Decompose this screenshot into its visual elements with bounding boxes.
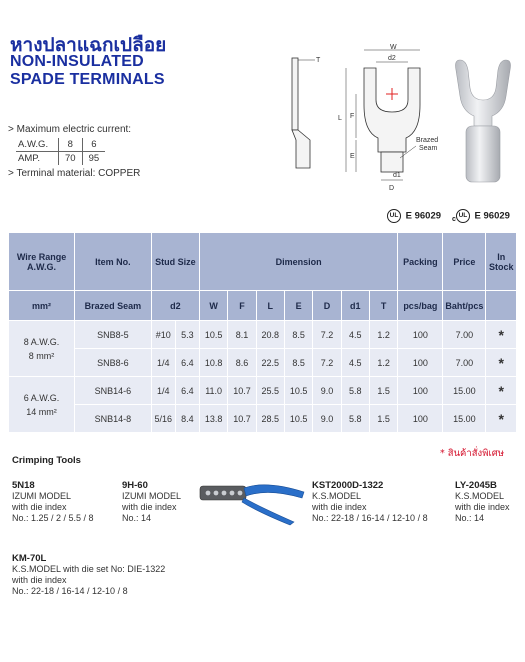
tool-line: K.S.MODEL with die set No: DIE-1322 (12, 564, 166, 574)
table-row (9, 349, 517, 377)
table-row (9, 405, 517, 433)
header-packing: Packing (398, 233, 443, 291)
ul-certification (387, 209, 441, 223)
dim-label-w: W (390, 44, 397, 51)
e-cell: 8.5 (284, 321, 312, 349)
in-stock-star: * (486, 349, 517, 377)
cul-certification (452, 209, 510, 223)
header-stud-size: Stud Size (151, 233, 199, 291)
spec-table (8, 232, 517, 433)
cul-prefix: c (452, 216, 456, 223)
stud-cell: #10 (151, 321, 175, 349)
subheader-w: W (199, 291, 227, 321)
w-cell: 10.8 (199, 349, 227, 377)
side-view (292, 58, 310, 168)
current-table (16, 138, 105, 165)
front-view (364, 68, 420, 172)
terminal-diagram (280, 40, 450, 200)
wire-mm2: 8 mm² (28, 350, 55, 361)
title-english-line1: NON-INSULATED (10, 53, 144, 70)
seam-label: Seam (419, 145, 438, 152)
item-cell: SNB8-6 (75, 349, 152, 377)
in-stock-star: * (486, 405, 517, 433)
tool-name: 5N18 (12, 480, 35, 491)
subheader-blank (486, 291, 517, 321)
item-cell: SNB14-8 (75, 405, 152, 433)
w-cell: 10.5 (199, 321, 227, 349)
d-cell: 9.0 (313, 377, 341, 405)
awg-value: 6 (82, 138, 105, 152)
header-wire-range: Wire Range A.W.G. (9, 233, 75, 291)
price-cell: 7.00 (443, 321, 486, 349)
item-cell: SNB8-5 (75, 321, 152, 349)
dim-label-t: T (316, 57, 321, 64)
tool-line: No.: 14 (455, 513, 485, 523)
tool-name: 9H-60 (122, 480, 148, 491)
tool-line: IZUMI MODEL (122, 491, 182, 501)
f-cell: 8.1 (228, 321, 256, 349)
ul-logo-icon: UL (387, 209, 401, 223)
packing-cell: 100 (398, 349, 443, 377)
header-price: Price (443, 233, 486, 291)
tool-kst2000d-1322 (312, 480, 428, 524)
wire-mm2: 14 mm² (26, 406, 57, 417)
f-cell: 10.7 (228, 405, 256, 433)
subheader-d1: d1 (341, 291, 369, 321)
l-cell: 20.8 (256, 321, 284, 349)
packing-cell: 100 (398, 405, 443, 433)
tool-name: LY-2045B (455, 480, 497, 491)
tool-line: with die index (12, 502, 67, 512)
wire-awg: 6 A.W.G. (23, 392, 60, 403)
e-cell: 10.5 (284, 377, 312, 405)
cul-code: E 96029 (474, 210, 510, 222)
subheader-d2: d2 (151, 291, 199, 321)
tool-line: K.S.MODEL (455, 491, 505, 501)
dim-label-e: E (350, 153, 355, 160)
header-in-stock: In Stock (486, 233, 517, 291)
amp-label: AMP. (16, 152, 59, 166)
d2-cell: 8.4 (175, 405, 199, 433)
price-cell: 7.00 (443, 349, 486, 377)
d-cell: 7.2 (313, 349, 341, 377)
d2-cell: 6.4 (175, 349, 199, 377)
t-cell: 1.2 (369, 349, 397, 377)
w-cell: 11.0 (199, 377, 227, 405)
d1-cell: 4.5 (341, 321, 369, 349)
d1-cell: 5.8 (341, 377, 369, 405)
title-english-line2: SPADE TERMINALS (10, 71, 165, 88)
tool-line: with die index (122, 502, 177, 512)
ul-code: E 96029 (405, 210, 442, 222)
subheader-e: E (284, 291, 312, 321)
subheader-t: T (369, 291, 397, 321)
in-stock-star: * (486, 377, 517, 405)
brazed-label: Brazed (416, 137, 439, 144)
wire-awg: 8 A.W.G. (23, 336, 60, 347)
t-cell: 1.5 (369, 405, 397, 433)
packing-cell: 100 (398, 321, 443, 349)
crimping-tools-title: Crimping Tools (12, 455, 81, 466)
price-cell: 15.00 (443, 377, 486, 405)
t-cell: 1.5 (369, 377, 397, 405)
stud-cell: 1/4 (151, 377, 175, 405)
l-cell: 25.5 (256, 377, 284, 405)
e-cell: 10.5 (284, 405, 312, 433)
amp-value: 70 (59, 152, 83, 166)
terminal-photo (452, 56, 514, 186)
material-label: > Terminal material: COPPER (8, 168, 141, 179)
stud-cell: 5/16 (151, 405, 175, 433)
tool-line: with die index (12, 575, 67, 585)
subheader-l: L (256, 291, 284, 321)
subheader-d: D (313, 291, 341, 321)
amp-value: 95 (88, 153, 100, 164)
packing-cell: 100 (398, 377, 443, 405)
tool-line: No.: 14 (122, 513, 152, 523)
special-order-note: * สินค้าสั่งพิเศษ (440, 448, 504, 459)
tool-name: KM-70L (12, 553, 47, 564)
table-row (9, 321, 517, 349)
tool-name: KST2000D-1322 (312, 480, 384, 491)
e-cell: 8.5 (284, 349, 312, 377)
title-thai: หางปลาแฉกเปลือย (10, 34, 167, 56)
tool-5n18 (12, 480, 94, 524)
table-row (9, 377, 517, 405)
wire-range-cell (9, 321, 75, 377)
max-current-label: > Maximum electric current: (8, 124, 132, 135)
t-cell: 1.2 (369, 321, 397, 349)
l-cell: 28.5 (256, 405, 284, 433)
l-cell: 22.5 (256, 349, 284, 377)
crimping-tool-image (196, 472, 308, 526)
f-cell: 8.6 (228, 349, 256, 377)
wire-range-cell (9, 377, 75, 433)
stud-cell: 1/4 (151, 349, 175, 377)
header-dimension: Dimension (199, 233, 397, 291)
d-cell: 7.2 (313, 321, 341, 349)
tool-km-70l (12, 553, 165, 597)
tool-line: with die index (312, 502, 367, 512)
dim-label-d1: d1 (393, 172, 401, 179)
dim-label-d: D (389, 185, 395, 192)
tool-line: with die index (455, 502, 510, 512)
f-cell: 10.7 (228, 377, 256, 405)
tool-line: IZUMI MODEL (12, 491, 72, 501)
subheader-mm2: mm² (9, 291, 75, 321)
w-cell: 13.8 (199, 405, 227, 433)
d-cell: 9.0 (313, 405, 341, 433)
awg-label: A.W.G. (16, 138, 59, 152)
dim-label-d2: d2 (388, 55, 396, 62)
tool-ly-2045b (455, 480, 510, 524)
price-cell: 15.00 (443, 405, 486, 433)
tool-line: No.: 22-18 / 16-14 / 12-10 / 8 (12, 586, 128, 596)
d2-cell: 6.4 (175, 377, 199, 405)
subheader-pcs-bag: pcs/bag (398, 291, 443, 321)
dim-label-l: L (338, 115, 342, 122)
tool-line: No.: 22-18 / 16-14 / 12-10 / 8 (312, 513, 428, 523)
header-item-no: Item No. (75, 233, 152, 291)
dim-label-f: F (350, 113, 355, 120)
d1-cell: 5.8 (341, 405, 369, 433)
tool-line: K.S.MODEL (312, 491, 362, 501)
in-stock-star: * (486, 321, 517, 349)
tool-line: No.: 1.25 / 2 / 5.5 / 8 (12, 513, 94, 523)
tool-9h-60 (122, 480, 181, 524)
subheader-brazed-seam: Brazed Seam (75, 291, 152, 321)
subheader-baht-pcs: Baht/pcs (443, 291, 486, 321)
d1-cell: 4.5 (341, 349, 369, 377)
awg-value: 8 (59, 138, 83, 152)
item-cell: SNB14-6 (75, 377, 152, 405)
cul-logo-icon: UL (456, 209, 470, 223)
d2-cell: 5.3 (175, 321, 199, 349)
subheader-f: F (228, 291, 256, 321)
